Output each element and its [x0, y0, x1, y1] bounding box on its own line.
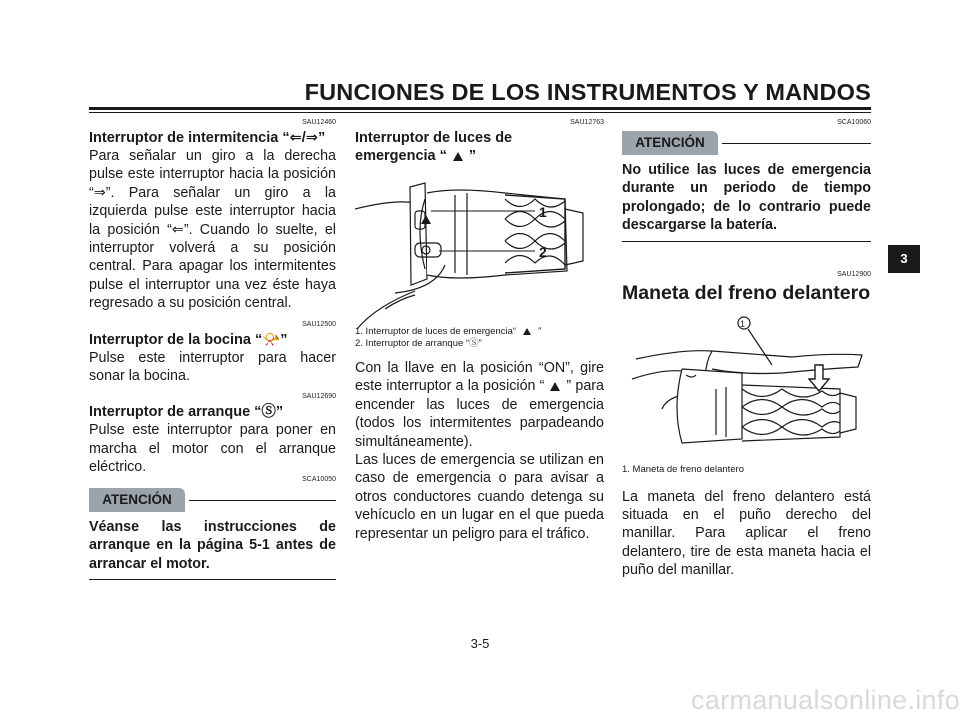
- hazard-icon: [453, 152, 463, 161]
- attention-header: [622, 131, 871, 157]
- hazard-heading: Interruptor de luces de: [355, 130, 513, 146]
- figure-label-2: 2: [539, 244, 547, 260]
- hazard-text-1: [355, 359, 604, 451]
- page-header-title: FUNCIONES DE LOS INSTRUMENTOS Y MANDOS: [304, 79, 871, 105]
- front-brake-text: La maneta del freno delantero está situada en el puño derecho del manillar. Para aplicar el freno delantero, tire de esta maneta hacia el puño del manillar.: [622, 488, 871, 579]
- hazard-text-1b: ” para encender las luces de emergencia (todos los intermitentes parpadeando simultáneamente).: [355, 378, 604, 450]
- header-rule-thin: [89, 112, 871, 113]
- figure-caption-1: [355, 326, 604, 338]
- hazard-heading-quote: ”: [468, 148, 477, 164]
- attention-text: Véanse las instrucciones de arranque en la página 5-1 antes de arrancar el motor.: [89, 518, 336, 572]
- watermark: carmanualsonline.info: [691, 685, 960, 715]
- attention-rule: [722, 143, 871, 144]
- column-right: [622, 118, 871, 580]
- attention-badge: ATENCIÓN: [622, 131, 718, 155]
- hazard-icon: [550, 382, 560, 391]
- starter-text: Pulse este interruptor para poner en marcha el motor con el arranque eléctrico.: [89, 422, 336, 476]
- turn-signal-text: Para señalar un giro a la derecha pulse este interruptor hacia la posición “⇒”. Para señalar un giro a la izquierda pulse este interruptor hacia la posición “⇐”. Cuando lo suelte, el interruptor volverá a su posición central. Para apagar los intermitentes pulse el interruptor una vez éste haya regresado a su posición central.: [89, 148, 336, 312]
- column-left: [89, 118, 336, 580]
- caption1-text: 1. Interruptor de luces de emergencia“: [355, 326, 517, 337]
- attention-code: SCA10050: [302, 475, 336, 483]
- handlebar-switch-illustration: [355, 169, 604, 329]
- attention-badge: ATENCIÓN: [89, 488, 185, 512]
- figure-caption: 1. Maneta de freno delantero: [622, 463, 745, 475]
- horn-heading: Interruptor de la bocina “📯”: [89, 331, 288, 348]
- section-code: SAU12763: [570, 119, 604, 126]
- horn-text: Pulse este interruptor para hacer sonar la bocina.: [89, 349, 336, 385]
- header-rule: [89, 107, 871, 110]
- attention-text: No utilice las luces de emergencia durante un periodo de tiempo prolongado; de lo contrario puede descargarse la batería.: [622, 162, 871, 234]
- section-code: SAU12460: [302, 119, 336, 126]
- caption1-quote: ”: [538, 326, 542, 337]
- hazard-text-1a: Con la llave en la posición “ON”, gire este interruptor a la posición “: [355, 360, 604, 395]
- hazard-text-2: Las luces de emergencia se utilizan en caso de emergencia o para avisar a otros conductores cuando detenga su vehícuclo en un lugar en el que pueda representar un peligro para el tráfico.: [355, 452, 604, 542]
- section-code: SAU12900: [837, 270, 871, 278]
- figure-caption-2: 2. Interruptor de arranque “Ⓢ”: [355, 338, 482, 349]
- page-number: 3-5: [470, 636, 490, 651]
- attention-end-rule: [89, 579, 336, 580]
- attention-rule: [189, 500, 336, 501]
- chapter-tab: 3: [888, 245, 920, 273]
- front-brake-heading: Maneta del freno delantero: [622, 281, 871, 304]
- attention-code: SCA10060: [837, 119, 871, 126]
- attention-end-rule: [622, 241, 871, 242]
- attention-header: [89, 488, 336, 514]
- hazard-heading-line2: [355, 147, 604, 165]
- figure-label-1: 1: [740, 318, 746, 329]
- hazard-heading-text: emergencia “: [355, 148, 447, 164]
- front-brake-illustration: [622, 309, 871, 464]
- section-code: SAU12500: [302, 320, 336, 328]
- turn-signal-heading: Interruptor de intermitencia “⇐/⇒”: [89, 130, 326, 146]
- figure-label-1: 1: [539, 204, 547, 220]
- section-code: SAU12690: [302, 393, 336, 401]
- starter-heading: Interruptor de arranque “Ⓢ”: [89, 404, 284, 421]
- hazard-icon: [523, 328, 531, 335]
- column-middle: [355, 118, 604, 543]
